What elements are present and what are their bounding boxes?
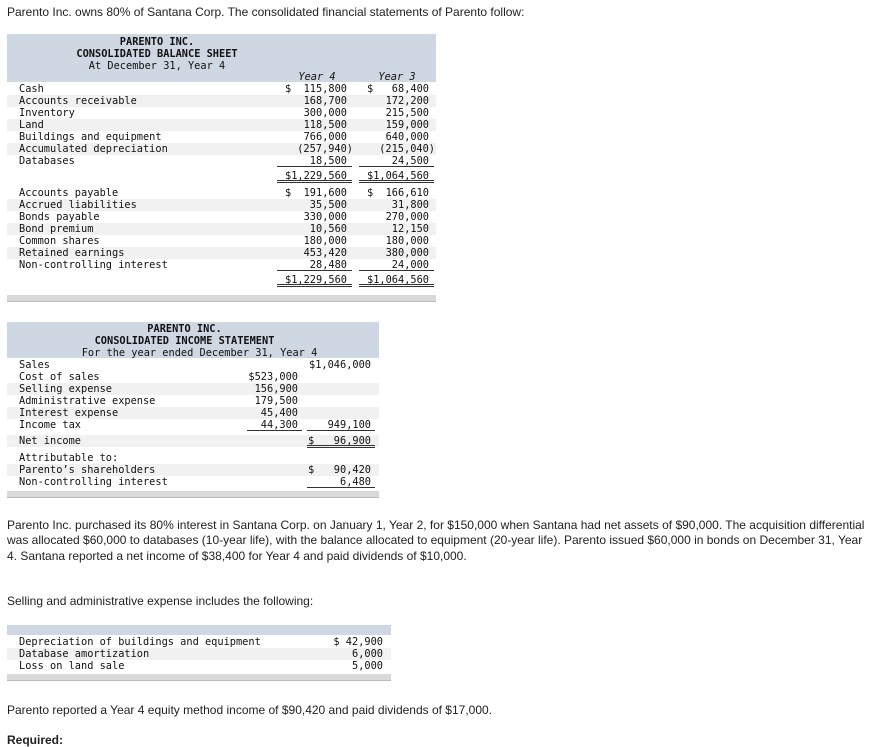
bs-col-year4: Year 4 [298, 71, 336, 83]
sa-expense-intro: Selling and administrative expense includes the following: [7, 594, 314, 608]
attributable-label: Attributable to: [19, 452, 119, 464]
required-heading: Required: [7, 733, 64, 747]
is-company: PARENTO INC. [147, 323, 222, 335]
sa-expense-header-bg [7, 625, 391, 635]
is-period: For the year ended December 31, Year 4 [81, 347, 318, 359]
intro-text: Parento Inc. owns 80% of Santana Corp. The consolidated financial statements of Parento follow: [7, 5, 525, 19]
income-statement: PARENTO INC. CONSOLIDATED INCOME STATEMENT For the year ended December 31, Year 4 Sales $1,046,000 Cost of sales $523,000 Selling expense 156,900 Administrative expense 179,500 Interest expense 45,400 Income tax 44,300 949,100 Net income $ 96,900 Attributable to: Parento’s shareholders $ 90,420 Non-controlling interest 6,480 [7, 322, 379, 500]
bs-date: At December 31, Year 4 [88, 60, 226, 72]
balance-sheet-footer-bar [7, 295, 436, 302]
is-title: CONSOLIDATED INCOME STATEMENT [94, 335, 275, 347]
bs-col-year3: Year 3 [378, 71, 416, 83]
sa-expense-table: Depreciation of buildings and equipment $ 42,900 Database amortization 6,000 Loss on land sale 5,000 [7, 625, 391, 679]
acquisition-paragraph: Parento Inc. purchased its 80% interest in Santana Corp. on January 1, Year 2, for $150,000 when Santana had net assets of $90,000. The acquisition differential was allocated $60,000 to databases (10-year life), with the balance allocated to equipment (20-year life). Parento issued $60,000 in bonds on December 31, Year 4. Santana reported a net income of $38,400 for Year 4 and paid dividends of $10,000. [7, 518, 865, 563]
balance-sheet: PARENTO INC. CONSOLIDATED BALANCE SHEET At December 31, Year 4 Year 4 Year 3 Cash $ 115,800 $ 68,400 Accounts receivable 168,700 172,200 Inventory 300,000 215,500 Land 118,500 159,000 Buildings and equipment 766,000 640,000 Accumulated depreciation (257,940) (215,040) Databases 18,500 24,500 $1,229,560 $1,064,560 Accounts payable $ 191,600 $ 166,610 Accrued liabilities 35,500 31,800 Bonds payable 330,000 270,000 Bond premium 10,560 12,150 Common shares 180,000 180,000 Retained earnings 453,420 380,000 Non-controlling interest 28,480 24,000 $1,229,560 $1,064,560 [7, 34, 436, 304]
bs-title: CONSOLIDATED BALANCE SHEET [76, 48, 238, 60]
sa-expense-footer-bar [7, 674, 391, 681]
bs-company: PARENTO INC. [119, 36, 195, 48]
equity-income-paragraph: Parento reported a Year 4 equity method income of $90,420 and paid dividends of $17,000. [7, 703, 493, 717]
income-statement-footer-bar [7, 491, 379, 498]
